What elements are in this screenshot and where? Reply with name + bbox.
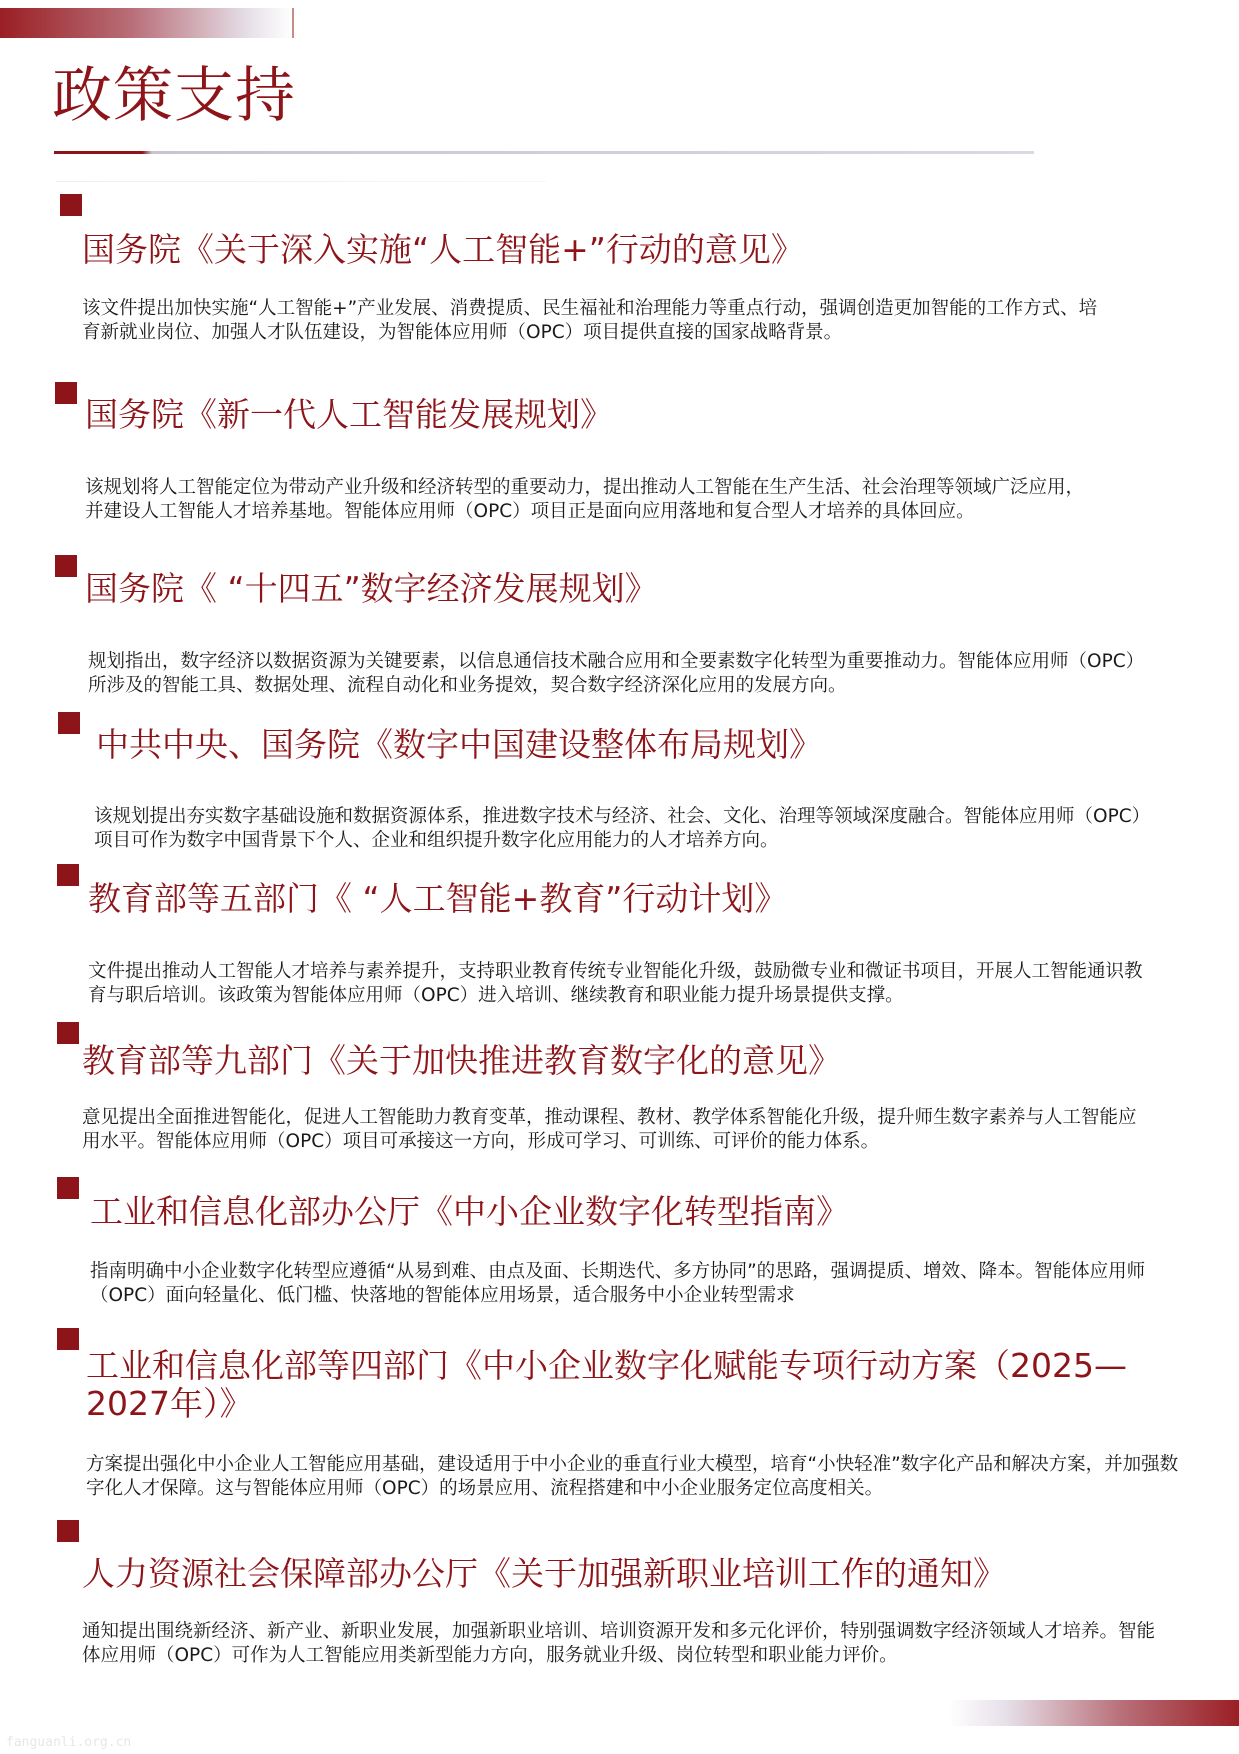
- page-title: 政策支持: [52, 61, 296, 131]
- square-bullet-icon: [60, 194, 82, 216]
- policy-description: 方案提出强化中小企业人工智能应用基础，建设适用于中小企业的垂直行业大模型，培育“小快轻准”数字化产品和解决方案，并加强数字化人才保障。这与智能体应用师（OPC）的场景应用、流程搭建和中小企业服务定位高度相关。: [86, 1454, 1179, 1499]
- footer-gradient-bar: [949, 1700, 1239, 1726]
- policy-title: 中共中央、国务院《数字中国建设整体布局规划》: [96, 725, 822, 764]
- policy-title: 国务院《新一代人工智能发展规划》: [85, 395, 613, 434]
- policy-description: 文件提出推动人工智能人才培养与素养提升，支持职业教育传统专业智能化升级，鼓励微专业和微证书项目，开展人工智能通识教育与职后培训。该政策为智能体应用师（OPC）进入培训、继续教育和职业能力提升场景提供支撑。: [88, 961, 1143, 1006]
- square-bullet-icon: [57, 1022, 79, 1044]
- policy-title: 国务院《 “十四五”数字经济发展规划》: [85, 569, 658, 608]
- title-underline: [54, 151, 1034, 154]
- watermark: fanguanli.org.cn: [6, 1735, 132, 1750]
- policy-description: 指南明确中小企业数字化转型应遵循“从易到难、由点及面、长期迭代、多方协同”的思路，强调提质、增效、降本。智能体应用师（OPC）面向轻量化、低门槛、快落地的智能体应用场景，适合服务中小企业转型需求: [90, 1261, 1146, 1306]
- square-bullet-icon: [55, 382, 77, 404]
- policy-description: 该规划提出夯实数字基础设施和数据资源体系，推进数字技术与经济、社会、文化、治理等领域深度融合。智能体应用师（OPC）项目可作为数字中国背景下个人、企业和组织提升数字化应用能力的人才培养方向。: [94, 806, 1151, 851]
- policy-description: 该文件提出加快实施“人工智能+”产业发展、消费提质、民生福祉和治理能力等重点行动，强调创造更加智能的工作方式、培育新就业岗位、加强人才队伍建设，为智能体应用师（OPC）项目提供直接的国家战略背景。: [82, 298, 1098, 343]
- policy-description: 规划指出，数字经济以数据资源为关键要素，以信息通信技术融合应用和全要素数字化转型为重要推动力。智能体应用师（OPC）所涉及的智能工具、数据处理、流程自动化和业务提效，契合数字经济深化应用的发展方向。: [88, 651, 1145, 696]
- policy-title: 人力资源社会保障部办公厅《关于加强新职业培训工作的通知》: [82, 1554, 1006, 1593]
- policy-title: 教育部等五部门《 “人工智能+教育”行动计划》: [88, 879, 788, 918]
- header-bar-tick: [292, 8, 294, 38]
- policy-description: 该规划将人工智能定位为带动产业升级和经济转型的重要动力，提出推动人工智能在生产生活、社会治理等领域广泛应用，并建设人工智能人才培养基地。智能体应用师（OPC）项目正是面向应用落地和复合型人才培养的具体回应。: [85, 477, 1085, 522]
- title-faint-rule: [56, 181, 546, 182]
- header-gradient-bar: [0, 8, 292, 38]
- policy-description: 通知提出围绕新经济、新产业、新职业发展，加强新职业培训、培训资源开发和多元化评价，特别强调数字经济领域人才培养。智能体应用师（OPC）可作为人工智能应用类新型能力方向，服务就业升级、岗位转型和职业能力评价。: [82, 1621, 1156, 1666]
- policy-title: 工业和信息化部办公厅《中小企业数字化转型指南》: [90, 1192, 849, 1231]
- square-bullet-icon: [55, 555, 77, 577]
- policy-title: 教育部等九部门《关于加快推进教育数字化的意见》: [82, 1041, 841, 1080]
- policy-title: 工业和信息化部等四部门《中小企业数字化赋能专项行动方案（2025—2027年）》: [86, 1346, 1127, 1423]
- policy-description: 意见提出全面推进智能化，促进人工智能助力教育变革，推动课程、教材、教学体系智能化升级，提升师生数字素养与人工智能应用水平。智能体应用师（OPC）项目可承接这一方向，形成可学习、可训练、可评价的能力体系。: [82, 1107, 1137, 1152]
- square-bullet-icon: [58, 712, 80, 734]
- square-bullet-icon: [57, 1177, 79, 1199]
- square-bullet-icon: [57, 864, 79, 886]
- square-bullet-icon: [57, 1520, 79, 1542]
- square-bullet-icon: [57, 1328, 79, 1350]
- policy-title: 国务院《关于深入实施“人工智能+”行动的意见》: [82, 230, 804, 269]
